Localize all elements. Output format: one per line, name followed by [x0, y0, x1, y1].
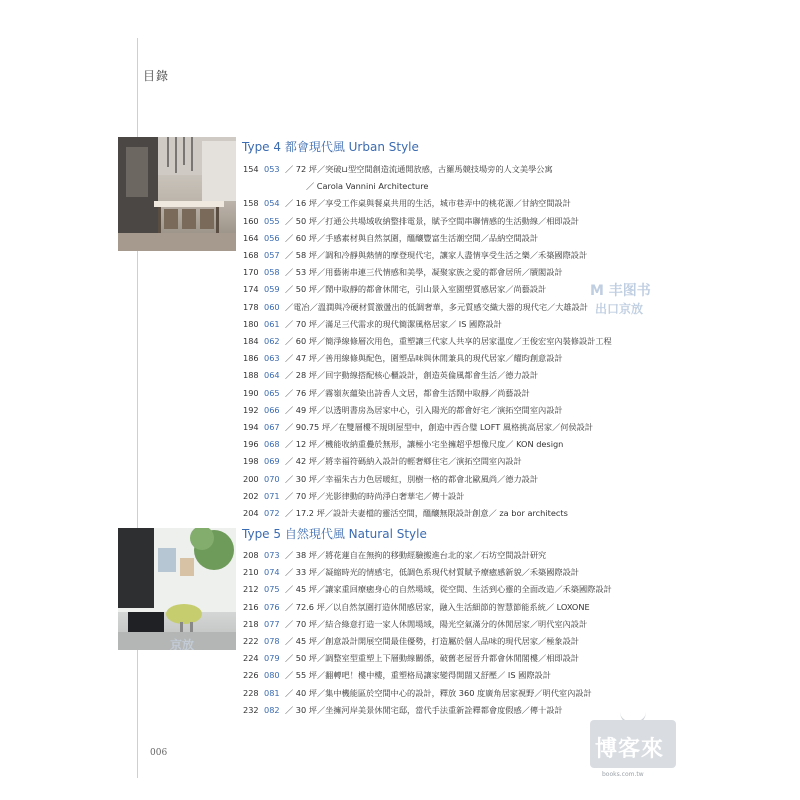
entry-description: ／ 50 坪／調整室型重塑上下層動線關係，破舊老屋晉升都會休閒閣樓／相即設計 — [285, 653, 579, 664]
natural-style-photo — [118, 528, 236, 650]
entry-number: 055 — [264, 215, 280, 226]
entry-page: 178 — [243, 301, 259, 312]
entry-page: 196 — [243, 439, 259, 450]
list-item[interactable] — [243, 213, 663, 230]
entry-page: 212 — [243, 584, 259, 595]
entry-number: 073 — [264, 550, 280, 560]
list-item[interactable] — [243, 247, 663, 264]
list-item[interactable] — [243, 633, 663, 650]
entry-page: 224 — [243, 653, 259, 664]
entry-page: 158 — [243, 198, 259, 209]
entry-number: 053 — [264, 164, 280, 174]
entry-number: 059 — [264, 284, 280, 295]
list-item[interactable] — [243, 505, 663, 522]
entry-description: ／ 42 坪／將幸福符碼納入設計的輕奢鄉住宅／演拓空間室內設計 — [285, 456, 522, 467]
entry-page: 200 — [243, 473, 259, 484]
entry-page: 232 — [243, 704, 259, 715]
entry-description: ／ 12 坪／機能收納重疊於無形，讓極小宅坐擁超乎想像尺度／ KON design — [285, 439, 564, 450]
entry-page: 198 — [243, 456, 259, 467]
entry-description: ／ 72 坪／突破⊔型空間創造流通開放感，古羅馬競技場旁的人文美學公寓 — [285, 164, 553, 174]
photo-watermark: 京放 — [170, 638, 195, 650]
entry-page: 208 — [243, 550, 259, 560]
entry-description: ／ 50 坪／打通公共場域收納整排電景，賦予空間串聯情感的生活動線／相即設計 — [285, 215, 579, 226]
entry-number: 079 — [264, 653, 280, 664]
section-title-urban: Type 4 都會現代風 Urban Style — [242, 140, 419, 154]
entry-page: 226 — [243, 670, 259, 681]
entry-page: 210 — [243, 567, 259, 578]
bookstore-stamp — [590, 706, 676, 780]
entry-description: ／ 50 坪／鬧中取靜的都會休閒宅，引山景入室園塑質感居家／尚藝設計 — [285, 284, 547, 295]
entry-number: 057 — [264, 250, 280, 261]
list-item[interactable] — [243, 547, 663, 564]
entry-number: 060 — [264, 301, 280, 312]
entry-description: ／ 40 坪／集中機能區於空間中心的設計，釋放 360 度廣角居家視野／明代室內設計 — [285, 687, 592, 698]
entry-description: ／ 72.6 坪／以自然氛圍打造休閒感居家，融入生活細節的智慧節能系統／ LOXONE — [285, 601, 590, 612]
entry-number: 074 — [264, 567, 280, 578]
page-number: 006 — [150, 748, 168, 758]
entry-page: 222 — [243, 636, 259, 647]
entry-page: 204 — [243, 508, 259, 519]
natural-entry-list — [243, 547, 663, 719]
entry-page: 192 — [243, 404, 259, 415]
entry-description: ／ 60 坪／手感素材與自然氛圍，醞釀豐富生活潮空間／品納空間設計 — [285, 232, 539, 243]
list-item[interactable] — [243, 471, 663, 488]
list-item[interactable] — [243, 402, 663, 419]
entry-page: 190 — [243, 387, 259, 398]
entry-number: 068 — [264, 439, 280, 450]
watermark-text: 出口京放 — [595, 302, 644, 316]
entry-description: ／ 90.75 坪／在雙層樓不規則屋型中，創造中西合璧 LOFT 風格挑高居家／何侯設計 — [285, 422, 593, 433]
entry-page: 174 — [243, 284, 259, 295]
list-item[interactable] — [243, 564, 663, 581]
list-item[interactable] — [243, 333, 663, 350]
list-item[interactable] — [243, 178, 663, 195]
entry-page: 170 — [243, 267, 259, 278]
entry-page: 188 — [243, 370, 259, 381]
entry-number: 075 — [264, 584, 280, 595]
entry-number: 065 — [264, 387, 280, 398]
entry-number: 063 — [264, 353, 280, 364]
entry-description: ／ 70 坪／滿足三代需求的現代簡潔風格居家／ IS 國際設計 — [285, 318, 502, 329]
list-item[interactable] — [243, 453, 663, 470]
entry-page: 186 — [243, 353, 259, 364]
list-item[interactable] — [243, 436, 663, 453]
list-item[interactable] — [243, 195, 663, 212]
entry-description: ／ 16 坪／享受工作桌與餐桌共用的生活，城市巷弄中的桃花源／甘納空間設計 — [285, 198, 571, 209]
entry-number: 054 — [264, 198, 280, 209]
entry-page: 164 — [243, 232, 259, 243]
entry-page: 218 — [243, 618, 259, 629]
list-item[interactable] — [243, 367, 663, 384]
list-item[interactable] — [243, 350, 663, 367]
entry-description: ／ Carola Vannini Architecture — [306, 181, 429, 192]
entry-number: 062 — [264, 336, 280, 347]
entry-page: 180 — [243, 318, 259, 329]
entry-number: 070 — [264, 473, 280, 484]
entry-description: ／ 58 坪／調和冷靜與熱情的摩登現代宅，讓家人盡情享受生活之樂／禾築國際設計 — [285, 250, 588, 261]
entry-description: ／ 47 坪／善用線條與配色，圍塑品味與休閒兼具的現代居家／耀昀創意設計 — [285, 353, 563, 364]
entry-description: ／ 76 坪／霧嶺灰蘊染出詩香人文居，都會生活鬧中取靜／尚藝設計 — [285, 387, 530, 398]
entry-page: 154 — [243, 164, 259, 174]
list-item[interactable] — [243, 419, 663, 436]
entry-page: 216 — [243, 601, 259, 612]
entry-number: 069 — [264, 456, 280, 467]
entry-number: 061 — [264, 318, 280, 329]
entry-page: 184 — [243, 336, 259, 347]
entry-number: 064 — [264, 370, 280, 381]
stamp-url: books.com.tw — [602, 771, 644, 778]
entry-description: ／ 38 坪／將花蓮自在無拘的移動經驗搬進台北的家／石坊空間設計研究 — [285, 550, 547, 560]
entry-description: ／ 33 坪／凝縮時光的情感宅，低調色系現代材質賦予療癒感新貌／禾築國際設計 — [285, 567, 579, 578]
entry-description: ／ 28 坪／回字動線搭配核心櫃設計，創造英倫風都會生活／德力設計 — [285, 370, 539, 381]
entry-number: 067 — [264, 422, 280, 433]
entry-description: ／ 17.2 坪／設計夫妻檔的靈活空間，醞釀無限設計創意／ za bor architects — [285, 508, 568, 519]
stamp-text: 博客來 — [595, 737, 665, 762]
entry-page: 168 — [243, 250, 259, 261]
list-item[interactable] — [243, 161, 663, 178]
urban-style-photo — [118, 137, 236, 251]
list-item[interactable] — [243, 685, 663, 702]
entry-number: 076 — [264, 601, 280, 612]
entry-description: ／ 70 坪／結合綠意打造一家人休閒場域，陽光空氣滿分的休閒居家／明代室內設計 — [285, 618, 588, 629]
section-title-natural: Type 5 自然現代風 Natural Style — [242, 527, 427, 541]
entry-page: 160 — [243, 215, 259, 226]
list-item[interactable] — [243, 616, 663, 633]
entry-description: ／ 70 坪／光影律動的時尚淨白奢華宅／傳十設計 — [285, 490, 465, 501]
entry-number: 080 — [264, 670, 280, 681]
entry-description: ／ 53 坪／用藝術串連三代情感和美學，凝聚家族之愛的都會居所／牘閣設計 — [285, 267, 563, 278]
watermark-text: M 丰图书 — [590, 283, 651, 299]
list-item[interactable] — [243, 650, 663, 667]
entry-description: ／ 30 坪／坐擁河岸美景休閒宅邸，當代手法重新詮釋都會度假感／傳十設計 — [285, 704, 563, 715]
list-item[interactable] — [243, 488, 663, 505]
entry-number: 077 — [264, 618, 280, 629]
entry-number: 072 — [264, 508, 280, 519]
entry-description: ／ 55 坪／翻轉吧！樓中樓，重塑格局讓家變得開闊又舒壓／ IS 國際設計 — [285, 670, 551, 681]
entry-description: ／ 45 坪／讓家重回療癒身心的自然場域，從空間、生活到心靈的全面改造／禾築國際設計 — [285, 584, 612, 595]
urban-entry-list — [243, 161, 663, 522]
toc-label: 目錄 — [143, 69, 170, 83]
list-item[interactable] — [243, 316, 663, 333]
entry-description: ／ 60 坪／簡淨線條層次用色，重塑讓三代家人共享的居家溫度／王俊宏室內裝修設計工程 — [285, 336, 612, 347]
list-item[interactable] — [243, 581, 663, 598]
entry-description: ／ 49 坪／以透明書房為居家中心，引入陽光的都會好宅／演拓空間室內設計 — [285, 404, 563, 415]
entry-number: 071 — [264, 490, 280, 501]
entry-number: 082 — [264, 704, 280, 715]
entry-number: 058 — [264, 267, 280, 278]
entry-page: 228 — [243, 687, 259, 698]
entry-description: ／ 45 坪／創意設計開展空間最佳優勢，打造屬於個人品味的現代居家／極象設計 — [285, 636, 579, 647]
entry-number: 066 — [264, 404, 280, 415]
entry-number: 078 — [264, 636, 280, 647]
entry-page: 202 — [243, 490, 259, 501]
entry-number: 081 — [264, 687, 280, 698]
entry-description: ／電冶／溫潤與冷硬材質激盪出的低調奢華，多元質感交織大器的現代宅／大雄設計 — [285, 301, 588, 312]
list-item[interactable] — [243, 667, 663, 684]
list-item[interactable] — [243, 385, 663, 402]
entry-page: 194 — [243, 422, 259, 433]
entry-description: ／ 30 坪／幸福朱古力色居暖紅，別樹一格的都會北歐風尚／德力設計 — [285, 473, 539, 484]
list-item[interactable] — [243, 230, 663, 247]
list-item[interactable] — [243, 264, 663, 281]
entry-number: 056 — [264, 232, 280, 243]
list-item[interactable] — [243, 599, 663, 616]
